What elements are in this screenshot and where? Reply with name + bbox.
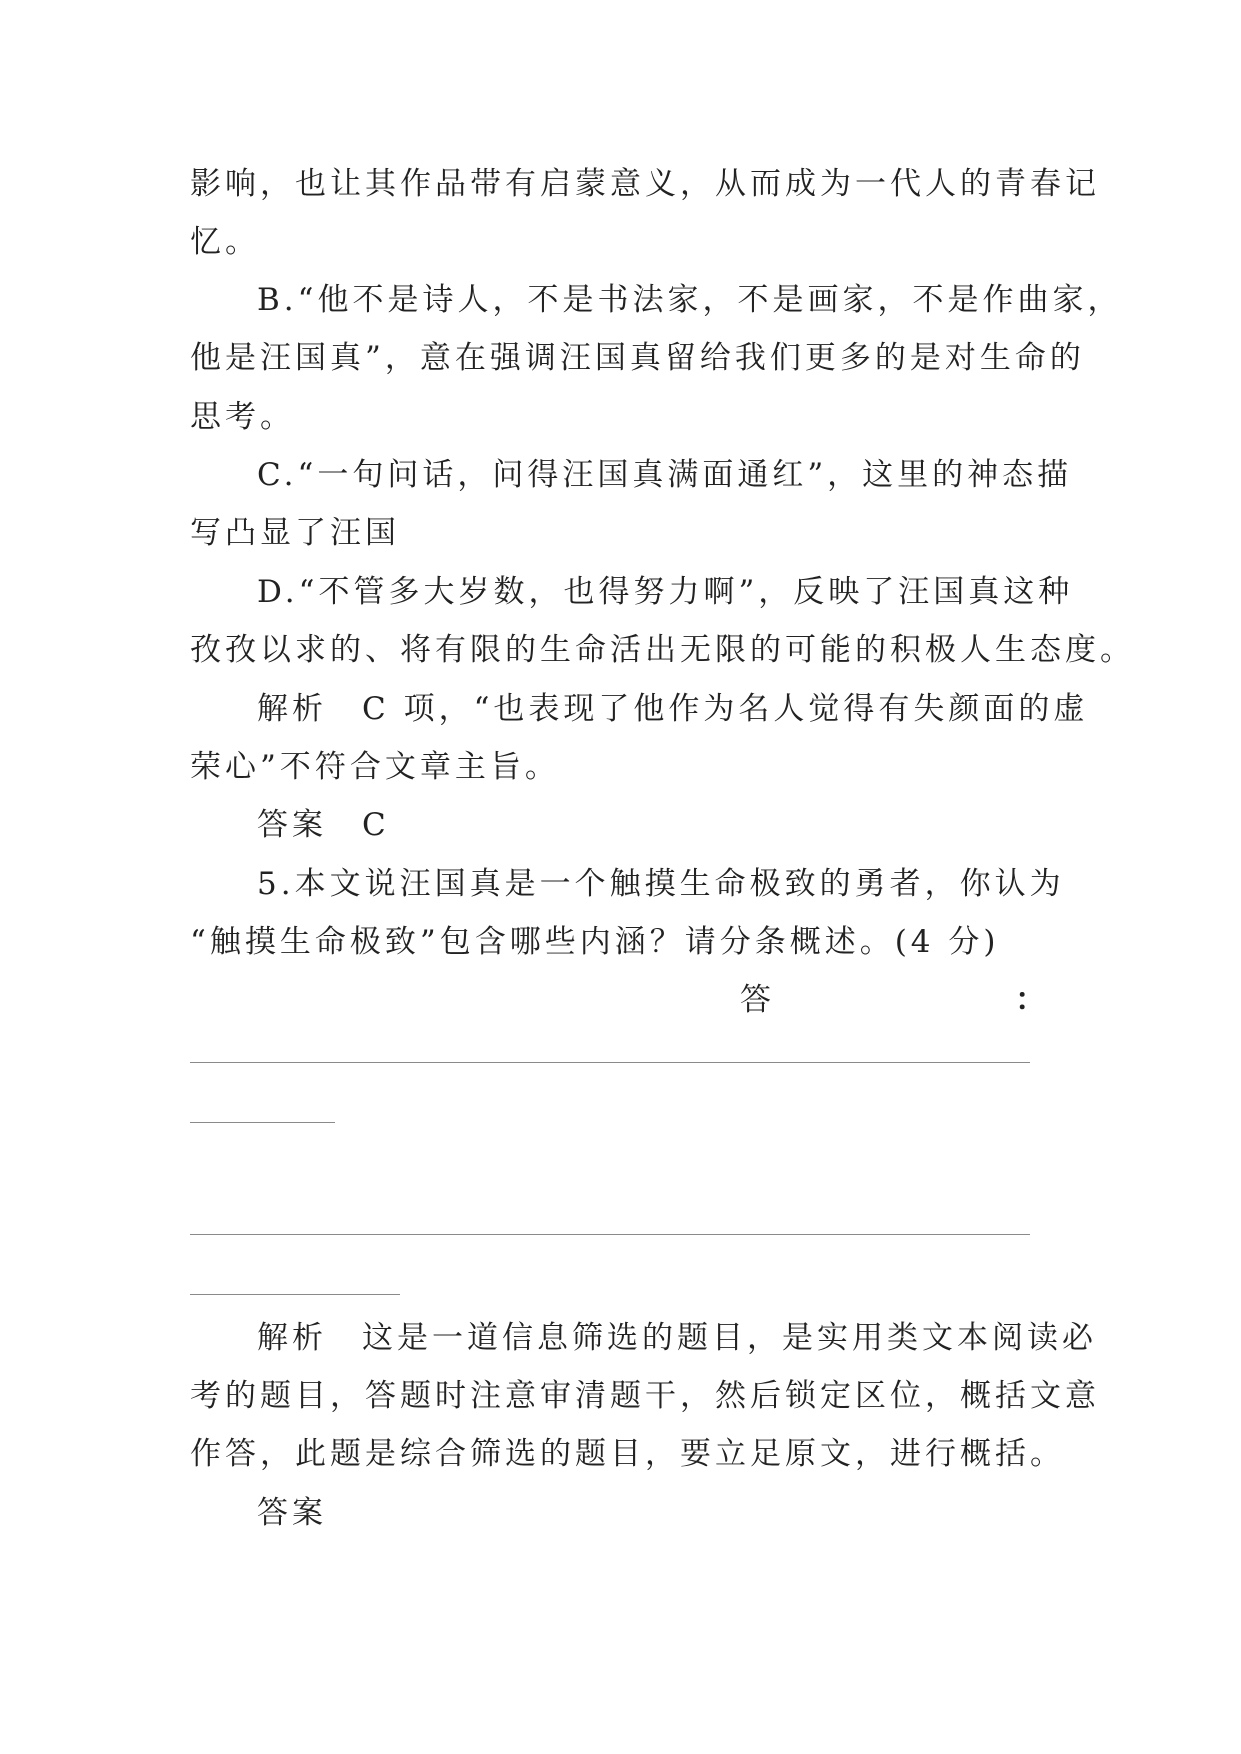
analysis-line: 解析 这是一道信息筛选的题目，是实用类文本阅读必 [257,1320,1097,1356]
question-5-line: “触摸生命极致”包含哪些内涵？请分条概述。(4 分) [190,924,1000,960]
analysis-line: 解析 C 项，“也表现了他作为名人觉得有失颜面的虚 [257,691,1089,727]
option-d-line: 孜孜以求的、将有限的生命活出无限的可能的积极人生态度。 [190,632,1135,668]
answer-blank-line[interactable] [190,1234,1030,1235]
analysis-line: 作答，此题是综合筛选的题目，要立足原文，进行概括。 [190,1436,1065,1472]
answer-blank-line[interactable] [190,1062,1030,1063]
analysis-line: 考的题目，答题时注意审清题干，然后锁定区位，概括文意 [190,1378,1100,1414]
option-b-line: 思考。 [190,399,295,435]
answer-blank-line[interactable] [190,1122,335,1123]
answer-prompt-label: 答 [740,982,771,1018]
final-answer-label: 答案 [257,1495,327,1531]
question-5-line: 5.本文说汪国真是一个触摸生命极致的勇者，你认为 [257,866,1065,902]
option-b-line: 他是汪国真”，意在强调汪国真留给我们更多的是对生命的 [190,340,1085,376]
text-line: 影响，也让其作品带有启蒙意义，从而成为一代人的青春记 [190,166,1100,202]
option-d-line: D.“不管多大岁数，也得努力啊”，反映了汪国真这种 [257,574,1074,610]
option-c-line: C.“一句问话，问得汪国真满面通红”，这里的神态描 [257,457,1073,493]
analysis-line: 荣心”不符合文章主旨。 [190,749,560,785]
answer-blank-line[interactable] [190,1294,400,1295]
answer-line: 答案 C [257,807,390,843]
option-c-line: 写凸显了汪国 [190,515,400,551]
answer-prompt-colon: ： [1015,982,1046,1018]
text-line: 忆。 [190,224,260,260]
option-b-line: B.“他不是诗人，不是书法家，不是画家，不是作曲家， [257,282,1123,318]
